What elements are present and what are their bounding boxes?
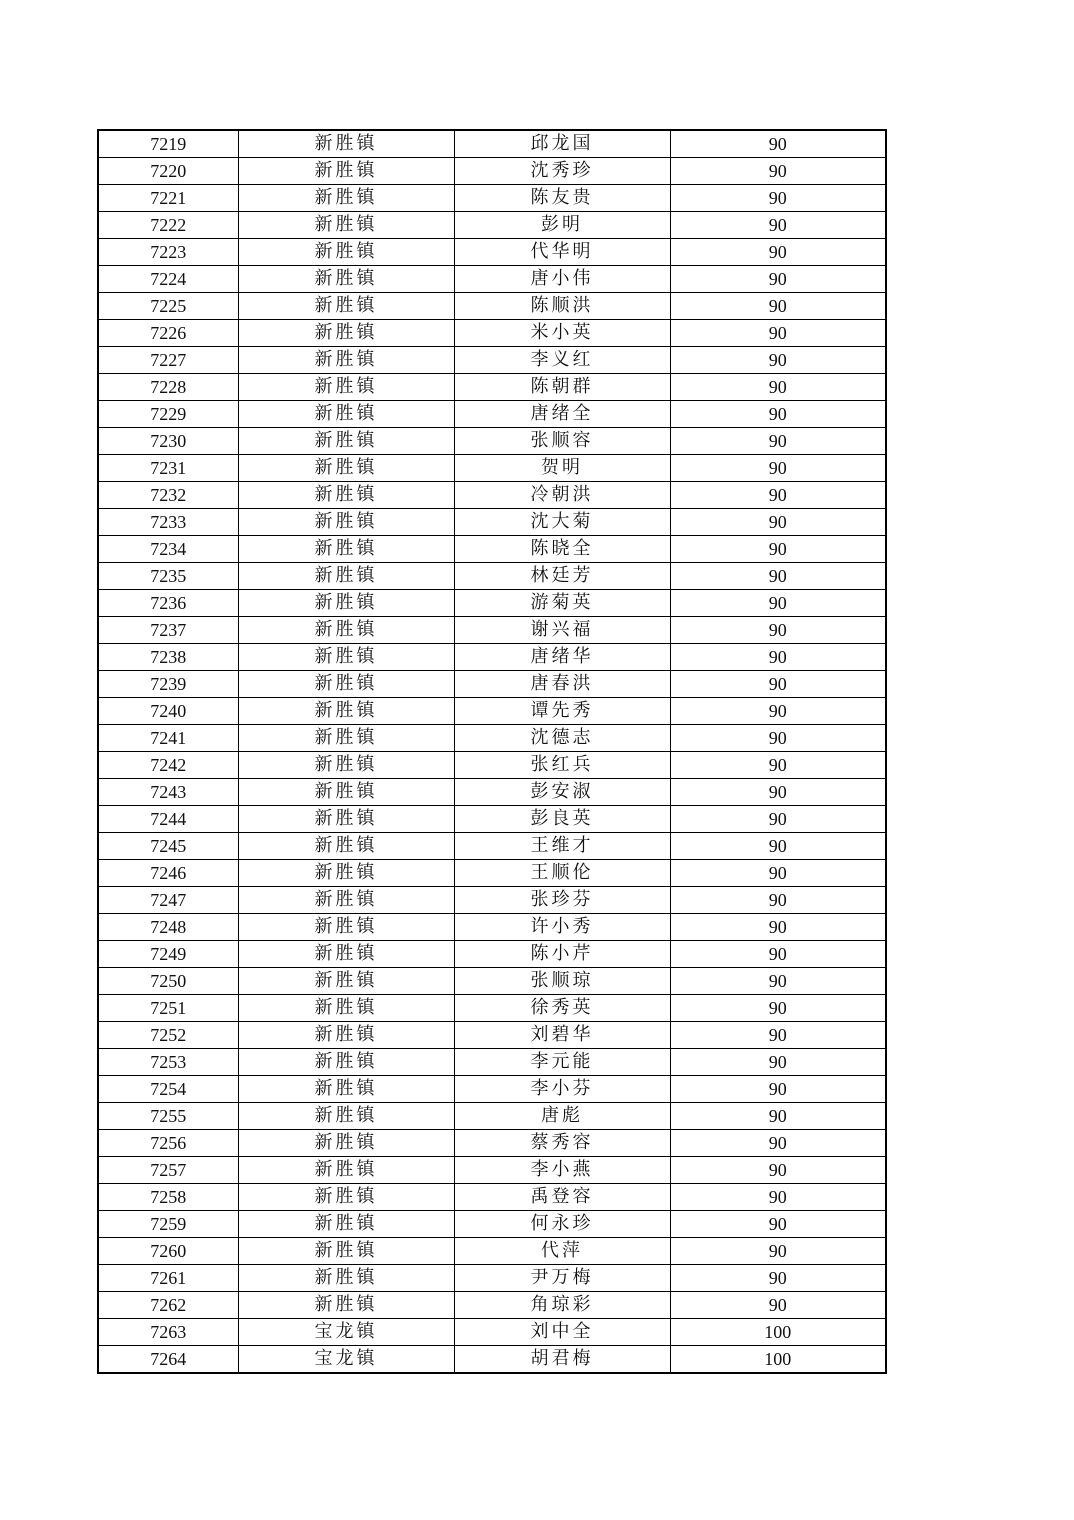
town-cell: 新胜镇	[238, 1049, 454, 1076]
person-name-cell: 唐春洪	[454, 671, 670, 698]
person-name-cell: 陈晓全	[454, 536, 670, 563]
amount-cell: 90	[670, 266, 886, 293]
row-number-cell: 7261	[98, 1265, 238, 1292]
person-name-cell: 代萍	[454, 1238, 670, 1265]
row-number-cell: 7245	[98, 833, 238, 860]
person-name-cell: 张顺容	[454, 428, 670, 455]
person-name-cell: 唐绪全	[454, 401, 670, 428]
table-row	[98, 1022, 886, 1049]
row-number-cell: 7241	[98, 725, 238, 752]
row-number-cell: 7223	[98, 239, 238, 266]
table-row	[98, 1292, 886, 1319]
row-number-cell: 7234	[98, 536, 238, 563]
amount-cell: 90	[670, 590, 886, 617]
table-row	[98, 185, 886, 212]
table-row	[98, 833, 886, 860]
person-name-cell: 谢兴福	[454, 617, 670, 644]
table-row	[98, 509, 886, 536]
town-cell: 新胜镇	[238, 212, 454, 239]
person-name-cell: 唐绪华	[454, 644, 670, 671]
person-name-cell: 李义红	[454, 347, 670, 374]
table-row	[98, 752, 886, 779]
row-number-cell: 7244	[98, 806, 238, 833]
amount-cell: 90	[670, 698, 886, 725]
person-name-cell: 邱龙国	[454, 130, 670, 158]
amount-cell: 90	[670, 185, 886, 212]
person-name-cell: 唐彪	[454, 1103, 670, 1130]
table-row	[98, 130, 886, 158]
person-name-cell: 谭先秀	[454, 698, 670, 725]
amount-cell: 90	[670, 239, 886, 266]
row-number-cell: 7219	[98, 130, 238, 158]
amount-cell: 90	[670, 563, 886, 590]
table-row	[98, 1049, 886, 1076]
table-row	[98, 320, 886, 347]
amount-cell: 90	[670, 887, 886, 914]
row-number-cell: 7227	[98, 347, 238, 374]
amount-cell: 90	[670, 212, 886, 239]
row-number-cell: 7222	[98, 212, 238, 239]
town-cell: 新胜镇	[238, 617, 454, 644]
row-number-cell: 7264	[98, 1346, 238, 1374]
person-name-cell: 冷朝洪	[454, 482, 670, 509]
table-row	[98, 428, 886, 455]
amount-cell: 90	[670, 941, 886, 968]
row-number-cell: 7248	[98, 914, 238, 941]
person-name-cell: 沈秀珍	[454, 158, 670, 185]
town-cell: 新胜镇	[238, 347, 454, 374]
amount-cell: 90	[670, 509, 886, 536]
person-name-cell: 李小燕	[454, 1157, 670, 1184]
table-row	[98, 1184, 886, 1211]
town-cell: 新胜镇	[238, 833, 454, 860]
town-cell: 新胜镇	[238, 266, 454, 293]
row-number-cell: 7258	[98, 1184, 238, 1211]
table-row	[98, 158, 886, 185]
table-row	[98, 293, 886, 320]
amount-cell: 90	[670, 374, 886, 401]
person-name-cell: 胡君梅	[454, 1346, 670, 1374]
town-cell: 新胜镇	[238, 1292, 454, 1319]
table-row	[98, 347, 886, 374]
amount-cell: 90	[670, 158, 886, 185]
town-cell: 新胜镇	[238, 320, 454, 347]
amount-cell: 90	[670, 1292, 886, 1319]
amount-cell: 90	[670, 536, 886, 563]
table-row	[98, 941, 886, 968]
table-row	[98, 266, 886, 293]
town-cell: 新胜镇	[238, 1238, 454, 1265]
row-number-cell: 7226	[98, 320, 238, 347]
row-number-cell: 7239	[98, 671, 238, 698]
row-number-cell: 7230	[98, 428, 238, 455]
amount-cell: 90	[670, 130, 886, 158]
town-cell: 新胜镇	[238, 860, 454, 887]
row-number-cell: 7247	[98, 887, 238, 914]
amount-cell: 90	[670, 1103, 886, 1130]
table-row	[98, 968, 886, 995]
person-name-cell: 张顺琼	[454, 968, 670, 995]
amount-cell: 90	[670, 1130, 886, 1157]
row-number-cell: 7255	[98, 1103, 238, 1130]
person-name-cell: 彭良英	[454, 806, 670, 833]
table-row	[98, 887, 886, 914]
row-number-cell: 7224	[98, 266, 238, 293]
row-number-cell: 7257	[98, 1157, 238, 1184]
amount-cell: 90	[670, 1157, 886, 1184]
town-cell: 新胜镇	[238, 1022, 454, 1049]
town-cell: 新胜镇	[238, 995, 454, 1022]
town-cell: 新胜镇	[238, 806, 454, 833]
table-row	[98, 671, 886, 698]
table-row	[98, 1265, 886, 1292]
table-row	[98, 995, 886, 1022]
amount-cell: 90	[670, 833, 886, 860]
amount-cell: 90	[670, 995, 886, 1022]
amount-cell: 90	[670, 1049, 886, 1076]
person-name-cell: 蔡秀容	[454, 1130, 670, 1157]
person-name-cell: 沈大菊	[454, 509, 670, 536]
row-number-cell: 7232	[98, 482, 238, 509]
amount-cell: 90	[670, 1076, 886, 1103]
town-cell: 新胜镇	[238, 941, 454, 968]
amount-cell: 90	[670, 1022, 886, 1049]
town-cell: 新胜镇	[238, 968, 454, 995]
table-row	[98, 1103, 886, 1130]
person-name-cell: 沈德志	[454, 725, 670, 752]
row-number-cell: 7237	[98, 617, 238, 644]
row-number-cell: 7236	[98, 590, 238, 617]
person-name-cell: 许小秀	[454, 914, 670, 941]
table-row	[98, 860, 886, 887]
person-name-cell: 尹万梅	[454, 1265, 670, 1292]
row-number-cell: 7259	[98, 1211, 238, 1238]
person-name-cell: 李小芬	[454, 1076, 670, 1103]
amount-cell: 90	[670, 752, 886, 779]
row-number-cell: 7243	[98, 779, 238, 806]
town-cell: 新胜镇	[238, 1157, 454, 1184]
row-number-cell: 7235	[98, 563, 238, 590]
person-name-cell: 王顺伦	[454, 860, 670, 887]
town-cell: 新胜镇	[238, 1076, 454, 1103]
row-number-cell: 7242	[98, 752, 238, 779]
table-row	[98, 212, 886, 239]
town-cell: 新胜镇	[238, 725, 454, 752]
row-number-cell: 7228	[98, 374, 238, 401]
person-name-cell: 刘碧华	[454, 1022, 670, 1049]
row-number-cell: 7252	[98, 1022, 238, 1049]
town-cell: 新胜镇	[238, 563, 454, 590]
table-row	[98, 779, 886, 806]
amount-cell: 90	[670, 617, 886, 644]
amount-cell: 90	[670, 779, 886, 806]
town-cell: 新胜镇	[238, 1265, 454, 1292]
amount-cell: 100	[670, 1319, 886, 1346]
table-row	[98, 563, 886, 590]
town-cell: 新胜镇	[238, 455, 454, 482]
town-cell: 新胜镇	[238, 1184, 454, 1211]
row-number-cell: 7263	[98, 1319, 238, 1346]
person-name-cell: 陈小芹	[454, 941, 670, 968]
person-name-cell: 贺明	[454, 455, 670, 482]
table-row	[98, 698, 886, 725]
amount-cell: 90	[670, 428, 886, 455]
table-row	[98, 536, 886, 563]
amount-cell: 90	[670, 293, 886, 320]
table-row	[98, 1346, 886, 1374]
amount-cell: 90	[670, 671, 886, 698]
table-row	[98, 644, 886, 671]
town-cell: 新胜镇	[238, 239, 454, 266]
amount-cell: 90	[670, 860, 886, 887]
person-name-cell: 角琼彩	[454, 1292, 670, 1319]
table-row	[98, 1319, 886, 1346]
amount-cell: 90	[670, 914, 886, 941]
town-cell: 新胜镇	[238, 1103, 454, 1130]
row-number-cell: 7229	[98, 401, 238, 428]
person-name-cell: 张红兵	[454, 752, 670, 779]
amount-cell: 100	[670, 1346, 886, 1374]
town-cell: 新胜镇	[238, 1130, 454, 1157]
row-number-cell: 7256	[98, 1130, 238, 1157]
row-number-cell: 7220	[98, 158, 238, 185]
row-number-cell: 7251	[98, 995, 238, 1022]
town-cell: 新胜镇	[238, 185, 454, 212]
row-number-cell: 7225	[98, 293, 238, 320]
table-row	[98, 1076, 886, 1103]
person-name-cell: 何永珍	[454, 1211, 670, 1238]
amount-cell: 90	[670, 725, 886, 752]
town-cell: 新胜镇	[238, 1211, 454, 1238]
row-number-cell: 7250	[98, 968, 238, 995]
town-cell: 新胜镇	[238, 671, 454, 698]
row-number-cell: 7254	[98, 1076, 238, 1103]
town-cell: 新胜镇	[238, 698, 454, 725]
person-name-cell: 林廷芳	[454, 563, 670, 590]
row-number-cell: 7240	[98, 698, 238, 725]
row-number-cell: 7262	[98, 1292, 238, 1319]
roster-table	[97, 129, 887, 1374]
table-row	[98, 374, 886, 401]
amount-cell: 90	[670, 644, 886, 671]
table-row	[98, 914, 886, 941]
town-cell: 新胜镇	[238, 482, 454, 509]
table-row	[98, 1130, 886, 1157]
person-name-cell: 游菊英	[454, 590, 670, 617]
row-number-cell: 7221	[98, 185, 238, 212]
person-name-cell: 张珍芬	[454, 887, 670, 914]
table-row	[98, 806, 886, 833]
town-cell: 新胜镇	[238, 914, 454, 941]
table-row	[98, 1157, 886, 1184]
person-name-cell: 陈顺洪	[454, 293, 670, 320]
person-name-cell: 陈朝群	[454, 374, 670, 401]
row-number-cell: 7233	[98, 509, 238, 536]
person-name-cell: 彭安淑	[454, 779, 670, 806]
town-cell: 新胜镇	[238, 293, 454, 320]
row-number-cell: 7249	[98, 941, 238, 968]
town-cell: 新胜镇	[238, 644, 454, 671]
amount-cell: 90	[670, 1184, 886, 1211]
town-cell: 新胜镇	[238, 590, 454, 617]
town-cell: 宝龙镇	[238, 1346, 454, 1374]
person-name-cell: 禹登容	[454, 1184, 670, 1211]
amount-cell: 90	[670, 806, 886, 833]
person-name-cell: 徐秀英	[454, 995, 670, 1022]
amount-cell: 90	[670, 347, 886, 374]
table-row	[98, 1211, 886, 1238]
person-name-cell: 刘中全	[454, 1319, 670, 1346]
person-name-cell: 彭明	[454, 212, 670, 239]
table-row	[98, 1238, 886, 1265]
table-row	[98, 617, 886, 644]
town-cell: 新胜镇	[238, 536, 454, 563]
amount-cell: 90	[670, 1211, 886, 1238]
town-cell: 新胜镇	[238, 887, 454, 914]
table-row	[98, 725, 886, 752]
person-name-cell: 陈友贵	[454, 185, 670, 212]
amount-cell: 90	[670, 1265, 886, 1292]
town-cell: 新胜镇	[238, 428, 454, 455]
table-row	[98, 590, 886, 617]
person-name-cell: 唐小伟	[454, 266, 670, 293]
table-row	[98, 239, 886, 266]
row-number-cell: 7246	[98, 860, 238, 887]
town-cell: 新胜镇	[238, 779, 454, 806]
amount-cell: 90	[670, 968, 886, 995]
row-number-cell: 7231	[98, 455, 238, 482]
person-name-cell: 代华明	[454, 239, 670, 266]
town-cell: 新胜镇	[238, 752, 454, 779]
town-cell: 新胜镇	[238, 130, 454, 158]
roster-table-body	[98, 130, 886, 1373]
town-cell: 新胜镇	[238, 374, 454, 401]
person-name-cell: 李元能	[454, 1049, 670, 1076]
row-number-cell: 7253	[98, 1049, 238, 1076]
person-name-cell: 米小英	[454, 320, 670, 347]
amount-cell: 90	[670, 1238, 886, 1265]
row-number-cell: 7238	[98, 644, 238, 671]
row-number-cell: 7260	[98, 1238, 238, 1265]
table-row	[98, 455, 886, 482]
town-cell: 新胜镇	[238, 158, 454, 185]
town-cell: 宝龙镇	[238, 1319, 454, 1346]
town-cell: 新胜镇	[238, 509, 454, 536]
amount-cell: 90	[670, 482, 886, 509]
amount-cell: 90	[670, 320, 886, 347]
amount-cell: 90	[670, 401, 886, 428]
table-row	[98, 401, 886, 428]
table-row	[98, 482, 886, 509]
amount-cell: 90	[670, 455, 886, 482]
person-name-cell: 王维才	[454, 833, 670, 860]
town-cell: 新胜镇	[238, 401, 454, 428]
